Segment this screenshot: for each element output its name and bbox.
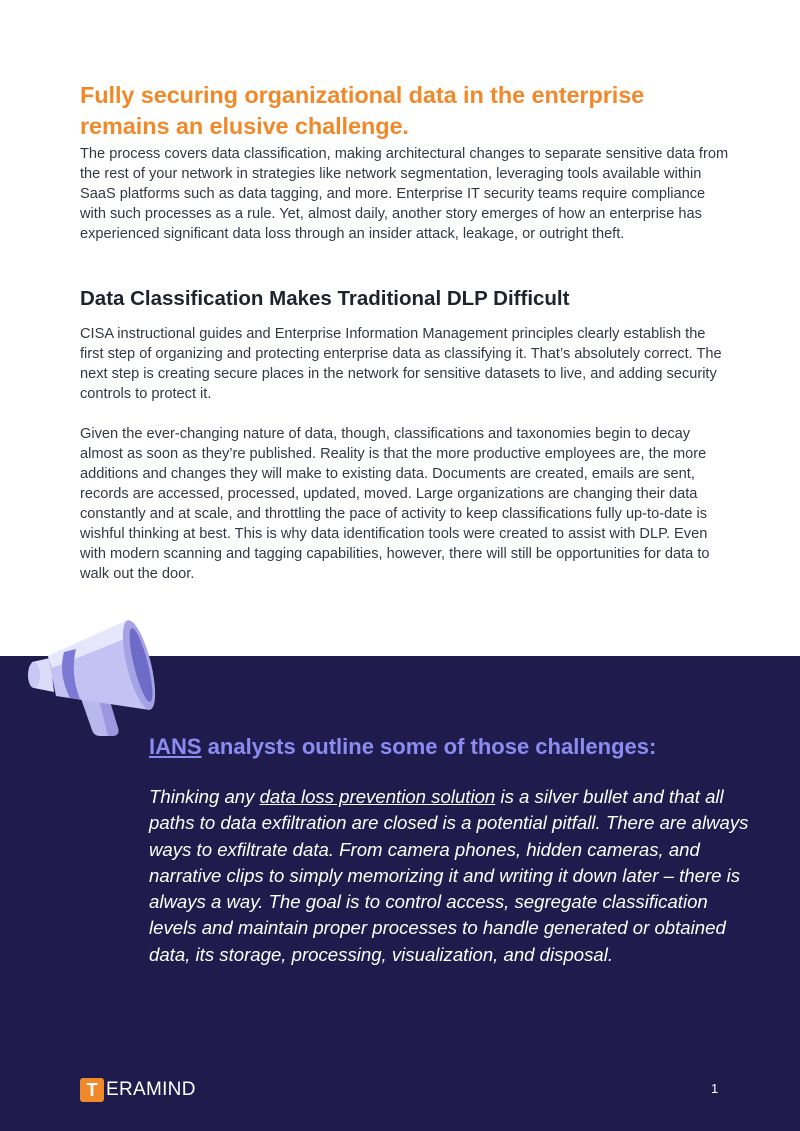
intro-title: Fully securing organizational data in the enterprise remains an elusive challenge. bbox=[80, 82, 645, 139]
dlp-solution-link[interactable]: data loss prevention solution bbox=[259, 786, 496, 807]
section-heading: Data Classification Makes Traditional DLP Difficult bbox=[80, 287, 570, 310]
megaphone-icon bbox=[20, 612, 160, 742]
section-paragraph-2: Given the ever-changing nature of data, though, classifications and taxonomies begin to decay almost as soon as they’re published. Reality is that the more productive employees are, the more additions and changes they will make to existing data. Documents are created, emails are sent, records are accessed, processed, updated, moved. Large organizations are changing their data constantly and at scale, and throttling the pace of activity to keep classifications fully up-to-date is wishful thinking at best. This is why data identification tools were created to assist with DLP. Even with modern scanning and tagging capabilities, however, there will still be opportunities for data to walk out the door. bbox=[80, 426, 710, 582]
quote-text bbox=[149, 784, 749, 968]
quote-text-end: is a silver bullet and that all paths to data exfiltration are closed is a potential pitfall. There are always ways to exfiltrate data. From camera phones, hidden cameras, and narrative clips to simply memorizing it and writing it down later – there is always a way. The goal is to control access, segregate classification levels and maintain proper processes to handle generated or obtained data, its storage, processing, visualization, and disposal. bbox=[149, 786, 749, 965]
ians-link[interactable]: IANS bbox=[149, 734, 202, 759]
article-body bbox=[80, 80, 730, 584]
logo-wordmark: ERAMIND bbox=[106, 1079, 196, 1100]
quote-heading-text: analysts outline some of those challenges: bbox=[201, 734, 657, 759]
quote-text-start: Thinking any bbox=[149, 786, 260, 807]
teramind-logo bbox=[80, 1078, 196, 1102]
section-paragraph-1: CISA instructional guides and Enterprise Information Management principles clearly establish the first step of organizing and protecting enterprise data as classifying it. That’s absolutely correct. The next step is creating secure places in the network for sensitive datasets to live, and adding security controls to protect it. bbox=[80, 326, 722, 402]
quote-heading bbox=[149, 732, 749, 762]
page-number: 1 bbox=[711, 1081, 719, 1096]
quote-block bbox=[149, 732, 749, 968]
logo-letter-box: T bbox=[80, 1078, 104, 1102]
intro-paragraph: The process covers data classification, making architectural changes to separate sensitive data from the rest of your network in strategies like network segmentation, leveraging tools available within SaaS platforms such as data tagging, and more. Enterprise IT security teams require compliance with such processes as a rule. Yet, almost daily, another story emerges of how an enterprise has experienced significant data loss through an insider attack, leakage, or outright theft. bbox=[80, 146, 729, 242]
